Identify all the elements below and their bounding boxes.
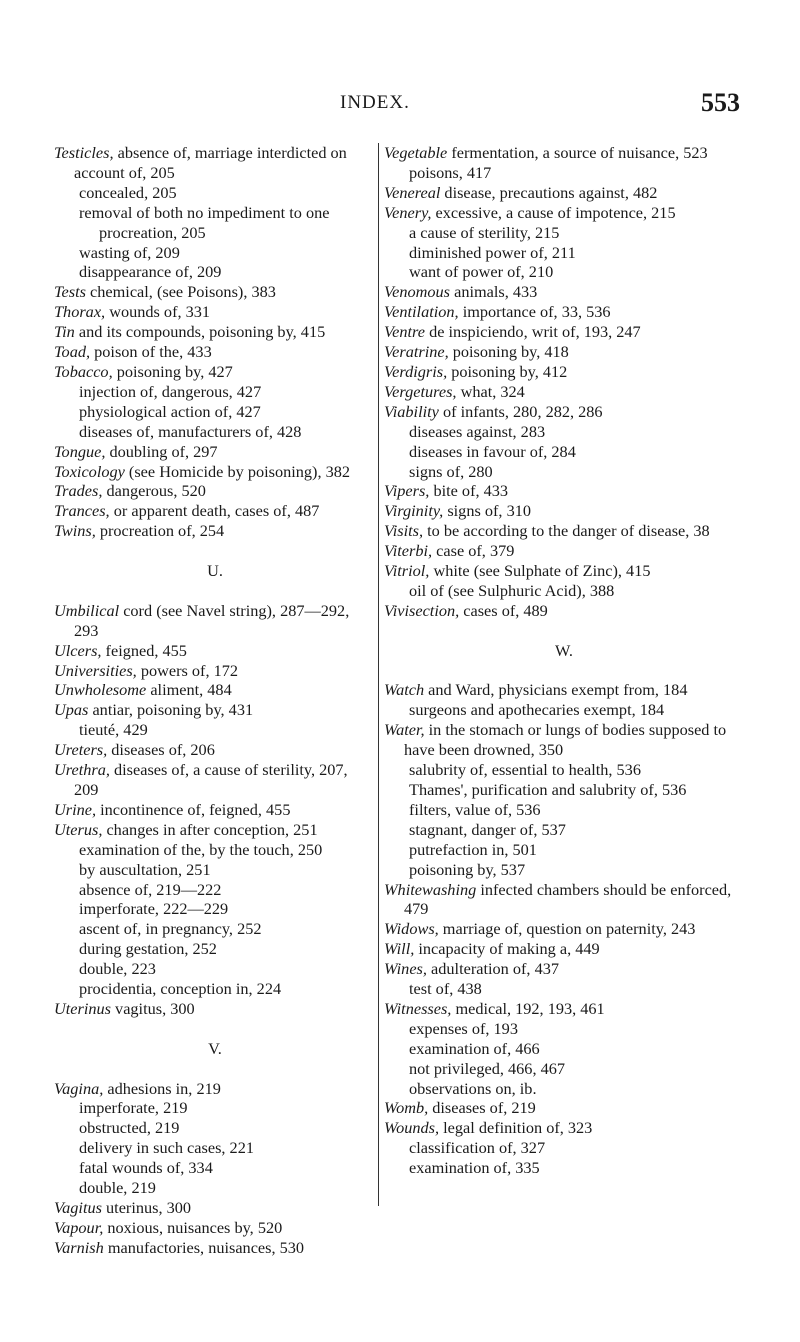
entry-text: animals, 433 bbox=[450, 282, 538, 302]
subentry-text: by auscultation, 251 bbox=[79, 859, 211, 879]
subentry-text: ascent of, in pregnancy, 252 bbox=[79, 919, 262, 939]
subentry-text: salubrity of, essential to health, 536 bbox=[409, 760, 641, 780]
index-subentry bbox=[54, 899, 376, 919]
entry-text: fermentation, a source of nuisance, 523 bbox=[447, 143, 708, 162]
entry-heading: Ureters, bbox=[54, 740, 108, 760]
subentry-text: want of power of, 210 bbox=[409, 262, 554, 282]
subentry-text: observations on, ib. bbox=[409, 1078, 537, 1098]
subentry-text: Thames', purification and salubrity of, 536 bbox=[409, 779, 687, 799]
entry-heading: Vagina, bbox=[54, 1078, 104, 1098]
index-entry bbox=[384, 203, 744, 223]
index-entry bbox=[54, 641, 376, 661]
index-subentry bbox=[384, 1138, 744, 1158]
entry-heading: Vapour, bbox=[54, 1217, 104, 1237]
index-subentry bbox=[384, 840, 744, 860]
subentry-text: examination of, 335 bbox=[409, 1158, 540, 1178]
entry-text: vagitus, 300 bbox=[110, 998, 195, 1018]
entry-heading: Trades, bbox=[54, 481, 103, 501]
index-entry bbox=[54, 661, 376, 681]
subentry-text: imperforate, 219 bbox=[79, 1098, 188, 1118]
index-entry bbox=[384, 501, 744, 521]
index-subentry bbox=[54, 919, 376, 939]
entry-heading: Tobacco, bbox=[54, 361, 113, 381]
entry-heading: Watch bbox=[384, 680, 425, 700]
subentry-text: a cause of sterility, 215 bbox=[409, 222, 560, 242]
entry-heading: Verdigris, bbox=[384, 361, 448, 381]
entry-heading: Visits, bbox=[384, 521, 424, 541]
entry-text: poison of the, 433 bbox=[90, 342, 212, 362]
entry-text: feigned, 455 bbox=[101, 640, 187, 660]
index-subentry bbox=[54, 979, 376, 999]
entry-text: and its compounds, poisoning by, 415 bbox=[74, 322, 326, 342]
index-entry bbox=[54, 442, 376, 462]
entry-heading: Venereal bbox=[384, 182, 441, 202]
index-entry bbox=[54, 999, 376, 1019]
entry-heading: Viterbi, bbox=[384, 541, 433, 561]
entry-heading: Tin bbox=[54, 322, 75, 342]
index-entry bbox=[384, 342, 744, 362]
entry-text: marriage of, question on paternity, 243 bbox=[438, 919, 696, 939]
entry-text: importance of, 33, 536 bbox=[458, 302, 611, 322]
entry-text: poisoning by, 412 bbox=[447, 361, 568, 381]
index-subentry bbox=[54, 402, 376, 422]
subentry-text: putrefaction in, 501 bbox=[409, 839, 537, 859]
entry-heading: Ventre bbox=[384, 322, 425, 342]
subentry-text: not privileged, 466, 467 bbox=[409, 1058, 566, 1078]
index-entry bbox=[54, 462, 376, 482]
subentry-text: diseases against, 283 bbox=[409, 421, 546, 441]
entry-text: white (see Sulphate of Zinc), 415 bbox=[429, 561, 651, 581]
index-subentry bbox=[384, 442, 744, 462]
subentry-text: poisons, 417 bbox=[409, 162, 492, 182]
index-entry bbox=[54, 521, 376, 541]
entry-text: changes in after conception, 251 bbox=[102, 819, 318, 839]
index-entry bbox=[384, 880, 744, 920]
index-group bbox=[54, 601, 376, 1019]
index-entry bbox=[54, 322, 376, 342]
index-subentry bbox=[384, 462, 744, 482]
entry-text: absence of, marriage interdicted on account of, 205 bbox=[74, 143, 347, 182]
entry-heading: Womb, bbox=[384, 1098, 429, 1118]
entry-text: doubling of, 297 bbox=[105, 441, 218, 461]
entry-heading: Vivisection, bbox=[384, 600, 460, 620]
index-subentry bbox=[54, 203, 376, 243]
entry-text: powers of, 172 bbox=[136, 660, 239, 680]
entry-heading: Widows, bbox=[384, 919, 439, 939]
subentry-text: double, 219 bbox=[79, 1178, 156, 1198]
entry-heading: Vagitus bbox=[54, 1197, 102, 1217]
entry-heading: Umbilical bbox=[54, 600, 120, 620]
index-subentry bbox=[54, 860, 376, 880]
subentry-text: delivery in such cases, 221 bbox=[79, 1138, 254, 1158]
index-entry bbox=[54, 1218, 376, 1238]
index-subentry bbox=[54, 422, 376, 442]
index-entry bbox=[54, 501, 376, 521]
entry-text: signs of, 310 bbox=[443, 501, 531, 521]
subentry-text: removal of both no impediment to one procreation, 205 bbox=[79, 202, 330, 242]
index-entry bbox=[54, 342, 376, 362]
subentry-text: diminished power of, 211 bbox=[409, 242, 576, 262]
subentry-text: double, 223 bbox=[79, 959, 156, 979]
entry-text: de inspiciendo, writ of, 193, 247 bbox=[425, 322, 641, 342]
index-entry bbox=[384, 402, 744, 422]
index-subentry bbox=[384, 979, 744, 999]
subentry-text: stagnant, danger of, 537 bbox=[409, 819, 566, 839]
index-subentry bbox=[54, 262, 376, 282]
entry-heading: Virginity, bbox=[384, 501, 444, 521]
index-subentry bbox=[384, 820, 744, 840]
index-subentry bbox=[54, 959, 376, 979]
entry-text: diseases of, 219 bbox=[428, 1098, 536, 1118]
entry-heading: Ventilation, bbox=[384, 302, 459, 322]
entry-heading: Venomous bbox=[384, 282, 451, 302]
index-entry bbox=[384, 601, 744, 621]
entry-heading: Urethra, bbox=[54, 760, 110, 780]
entry-text: adulteration of, 437 bbox=[426, 959, 559, 979]
entry-heading: Ulcers, bbox=[54, 640, 102, 660]
index-subentry bbox=[384, 1059, 744, 1079]
entry-heading: Water, bbox=[384, 720, 425, 740]
index-entry bbox=[384, 521, 744, 541]
subentry-text: examination of, 466 bbox=[409, 1038, 540, 1058]
entry-text: or apparent death, cases of, 487 bbox=[109, 501, 320, 521]
entry-heading: Testicles, bbox=[54, 143, 114, 162]
index-subentry bbox=[54, 840, 376, 860]
entry-text: incontinence of, feigned, 455 bbox=[96, 799, 291, 819]
entry-heading: Upas bbox=[54, 700, 89, 720]
index-subentry bbox=[384, 163, 744, 183]
entry-text: medical, 192, 193, 461 bbox=[451, 998, 605, 1018]
subentry-text: injection of, dangerous, 427 bbox=[79, 381, 262, 401]
subentry-text: procidentia, conception in, 224 bbox=[79, 979, 282, 999]
index-subentry bbox=[54, 1178, 376, 1198]
index-entry bbox=[384, 1118, 744, 1138]
entry-text: case of, 379 bbox=[432, 541, 515, 561]
index-subentry bbox=[384, 262, 744, 282]
entry-text: incapacity of making a, 449 bbox=[414, 939, 600, 959]
index-entry bbox=[54, 680, 376, 700]
index-entry bbox=[54, 820, 376, 840]
entry-heading: Twins, bbox=[54, 521, 96, 541]
index-subentry bbox=[54, 720, 376, 740]
index-entry bbox=[384, 382, 744, 402]
subentry-text: diseases of, manufacturers of, 428 bbox=[79, 421, 302, 441]
index-group bbox=[384, 143, 744, 621]
index-subentry bbox=[384, 700, 744, 720]
entry-heading: Vergetures, bbox=[384, 381, 457, 401]
entry-heading: Toad, bbox=[54, 342, 91, 362]
entry-heading: Uterus, bbox=[54, 819, 103, 839]
index-subentry bbox=[54, 1098, 376, 1118]
index-subentry bbox=[384, 780, 744, 800]
entry-text: legal definition of, 323 bbox=[439, 1118, 593, 1138]
entry-heading: Wines, bbox=[384, 959, 427, 979]
index-subentry bbox=[54, 1158, 376, 1178]
entry-text: antiar, poisoning by, 431 bbox=[88, 700, 254, 720]
subentry-text: expenses of, 193 bbox=[409, 1018, 518, 1038]
entry-heading: Witnesses, bbox=[384, 998, 452, 1018]
section-letter-v: V. bbox=[208, 1038, 222, 1058]
entry-text: noxious, nuisances by, 520 bbox=[103, 1217, 283, 1237]
subentry-text: diseases in favour of, 284 bbox=[409, 441, 576, 461]
index-entry bbox=[54, 282, 376, 302]
left-column bbox=[54, 143, 376, 1258]
index-entry bbox=[384, 561, 744, 581]
index-entry bbox=[54, 700, 376, 720]
entry-heading: Will, bbox=[384, 939, 415, 959]
index-entry bbox=[54, 800, 376, 820]
index-subentry bbox=[384, 760, 744, 780]
entry-text: excessive, a cause of impotence, 215 bbox=[431, 202, 676, 222]
entry-heading: Tests bbox=[54, 282, 86, 302]
index-entry bbox=[384, 999, 744, 1019]
entry-text: diseases of, a cause of sterility, 207, 209 bbox=[74, 760, 348, 799]
index-entry bbox=[54, 601, 376, 641]
entry-heading: Vipers, bbox=[384, 481, 430, 501]
entry-text: adhesions in, 219 bbox=[103, 1078, 221, 1098]
index-group bbox=[384, 680, 744, 1178]
entry-heading: Viability bbox=[384, 401, 439, 421]
index-entry bbox=[384, 939, 744, 959]
index-subentry bbox=[54, 382, 376, 402]
entry-text: cord (see Navel string), 287—292, 293 bbox=[74, 600, 350, 640]
entry-text: chemical, (see Poisons), 383 bbox=[85, 282, 276, 302]
index-subentry bbox=[54, 243, 376, 263]
index-entry bbox=[384, 362, 744, 382]
index-entry bbox=[54, 1238, 376, 1258]
entry-text: in the stomach or lungs of bodies supposed to have been drowned, 350 bbox=[404, 720, 727, 760]
index-subentry bbox=[384, 581, 744, 601]
subentry-text: signs of, 280 bbox=[409, 461, 493, 481]
entry-text: wounds of, 331 bbox=[105, 302, 211, 322]
subentry-text: concealed, 205 bbox=[79, 182, 177, 202]
index-subentry bbox=[384, 1019, 744, 1039]
index-entry bbox=[384, 183, 744, 203]
subentry-text: poisoning by, 537 bbox=[409, 859, 526, 879]
entry-text: (see Homicide by poisoning), 382 bbox=[124, 461, 351, 481]
section-letter-u: U. bbox=[207, 561, 223, 581]
index-entry bbox=[384, 959, 744, 979]
entry-text: procreation of, 254 bbox=[95, 521, 225, 541]
subentry-text: filters, value of, 536 bbox=[409, 799, 541, 819]
entry-heading: Wounds, bbox=[384, 1118, 440, 1138]
index-subentry bbox=[54, 1118, 376, 1138]
index-subentry bbox=[54, 1138, 376, 1158]
entry-text: and Ward, physicians exempt from, 184 bbox=[424, 680, 688, 700]
subentry-text: imperforate, 222—229 bbox=[79, 899, 229, 919]
subentry-text: fatal wounds of, 334 bbox=[79, 1158, 213, 1178]
index-subentry bbox=[54, 880, 376, 900]
right-column bbox=[384, 143, 744, 1178]
entry-heading: Thorax, bbox=[54, 302, 106, 322]
subentry-text: classification of, 327 bbox=[409, 1138, 546, 1158]
index-entry bbox=[54, 760, 376, 800]
index-entry bbox=[54, 362, 376, 382]
entry-heading: Urine, bbox=[54, 799, 97, 819]
index-entry bbox=[384, 541, 744, 561]
entry-text: disease, precautions against, 482 bbox=[440, 182, 658, 202]
subentry-text: tieuté, 429 bbox=[79, 720, 148, 740]
index-entry bbox=[54, 143, 376, 183]
subentry-text: test of, 438 bbox=[409, 979, 482, 999]
entry-heading: Vitriol, bbox=[384, 561, 430, 581]
index-entry bbox=[54, 1079, 376, 1099]
index-entry bbox=[384, 680, 744, 700]
subentry-text: examination of the, by the touch, 250 bbox=[79, 839, 323, 859]
section-letter-w: W. bbox=[555, 640, 573, 660]
entry-text: dangerous, 520 bbox=[102, 481, 206, 501]
index-entry bbox=[384, 322, 744, 342]
index-subentry bbox=[54, 183, 376, 203]
index-entry bbox=[384, 481, 744, 501]
index-entry bbox=[384, 302, 744, 322]
subentry-text: wasting of, 209 bbox=[79, 242, 180, 262]
entry-text: diseases of, 206 bbox=[107, 740, 215, 760]
entry-text: infected chambers should be enforced, 479 bbox=[404, 879, 732, 919]
entry-heading: Universities, bbox=[54, 660, 137, 680]
index-subentry bbox=[384, 422, 744, 442]
entry-text: cases of, 489 bbox=[459, 600, 548, 620]
entry-text: to be according to the danger of disease, 38 bbox=[423, 521, 710, 541]
subentry-text: oil of (see Sulphuric Acid), 388 bbox=[409, 580, 615, 600]
subentry-text: absence of, 219—222 bbox=[79, 879, 222, 899]
index-entry bbox=[54, 302, 376, 322]
subentry-text: surgeons and apothecaries exempt, 184 bbox=[409, 700, 665, 720]
index-subentry bbox=[384, 243, 744, 263]
entry-text: manufactories, nuisances, 530 bbox=[103, 1237, 305, 1257]
entry-heading: Uterinus bbox=[54, 998, 111, 1018]
index-entry bbox=[384, 720, 744, 760]
entry-heading: Tongue, bbox=[54, 441, 106, 461]
index-entry bbox=[384, 1098, 744, 1118]
index-group bbox=[54, 1079, 376, 1258]
index-subentry bbox=[54, 939, 376, 959]
index-subentry bbox=[384, 1079, 744, 1099]
index-group bbox=[54, 143, 376, 541]
running-title: INDEX. bbox=[340, 92, 410, 113]
entry-text: uterinus, 300 bbox=[101, 1197, 192, 1217]
index-entry bbox=[384, 282, 744, 302]
index-subentry bbox=[384, 1158, 744, 1178]
index-entry bbox=[384, 143, 744, 163]
entry-heading: Toxicology bbox=[54, 461, 125, 481]
page-number: 553 bbox=[701, 88, 740, 117]
subentry-text: disappearance of, 209 bbox=[79, 262, 222, 282]
subentry-text: physiological action of, 427 bbox=[79, 401, 261, 421]
page-header bbox=[0, 88, 800, 124]
index-subentry bbox=[384, 223, 744, 243]
entry-heading: Unwholesome bbox=[54, 680, 147, 700]
column-divider bbox=[378, 143, 379, 1206]
entry-text: what, 324 bbox=[456, 381, 525, 401]
index-subentry bbox=[384, 800, 744, 820]
entry-heading: Whitewashing bbox=[384, 879, 477, 899]
index-entry bbox=[54, 481, 376, 501]
entry-heading: Varnish bbox=[54, 1237, 104, 1257]
entry-text: poisoning by, 418 bbox=[448, 342, 569, 362]
entry-text: poisoning by, 427 bbox=[112, 361, 233, 381]
index-subentry bbox=[384, 860, 744, 880]
entry-text: aliment, 484 bbox=[146, 680, 232, 700]
entry-heading: Trances, bbox=[54, 501, 110, 521]
entry-text: bite of, 433 bbox=[429, 481, 509, 501]
index-subentry bbox=[384, 1039, 744, 1059]
subentry-text: obstructed, 219 bbox=[79, 1118, 180, 1138]
entry-heading: Vegetable bbox=[384, 143, 448, 162]
entry-heading: Venery, bbox=[384, 202, 432, 222]
entry-text: of infants, 280, 282, 286 bbox=[438, 401, 603, 421]
subentry-text: during gestation, 252 bbox=[79, 939, 217, 959]
index-entry bbox=[54, 1198, 376, 1218]
entry-heading: Veratrine, bbox=[384, 342, 449, 362]
index-entry bbox=[54, 740, 376, 760]
index-entry bbox=[384, 919, 744, 939]
